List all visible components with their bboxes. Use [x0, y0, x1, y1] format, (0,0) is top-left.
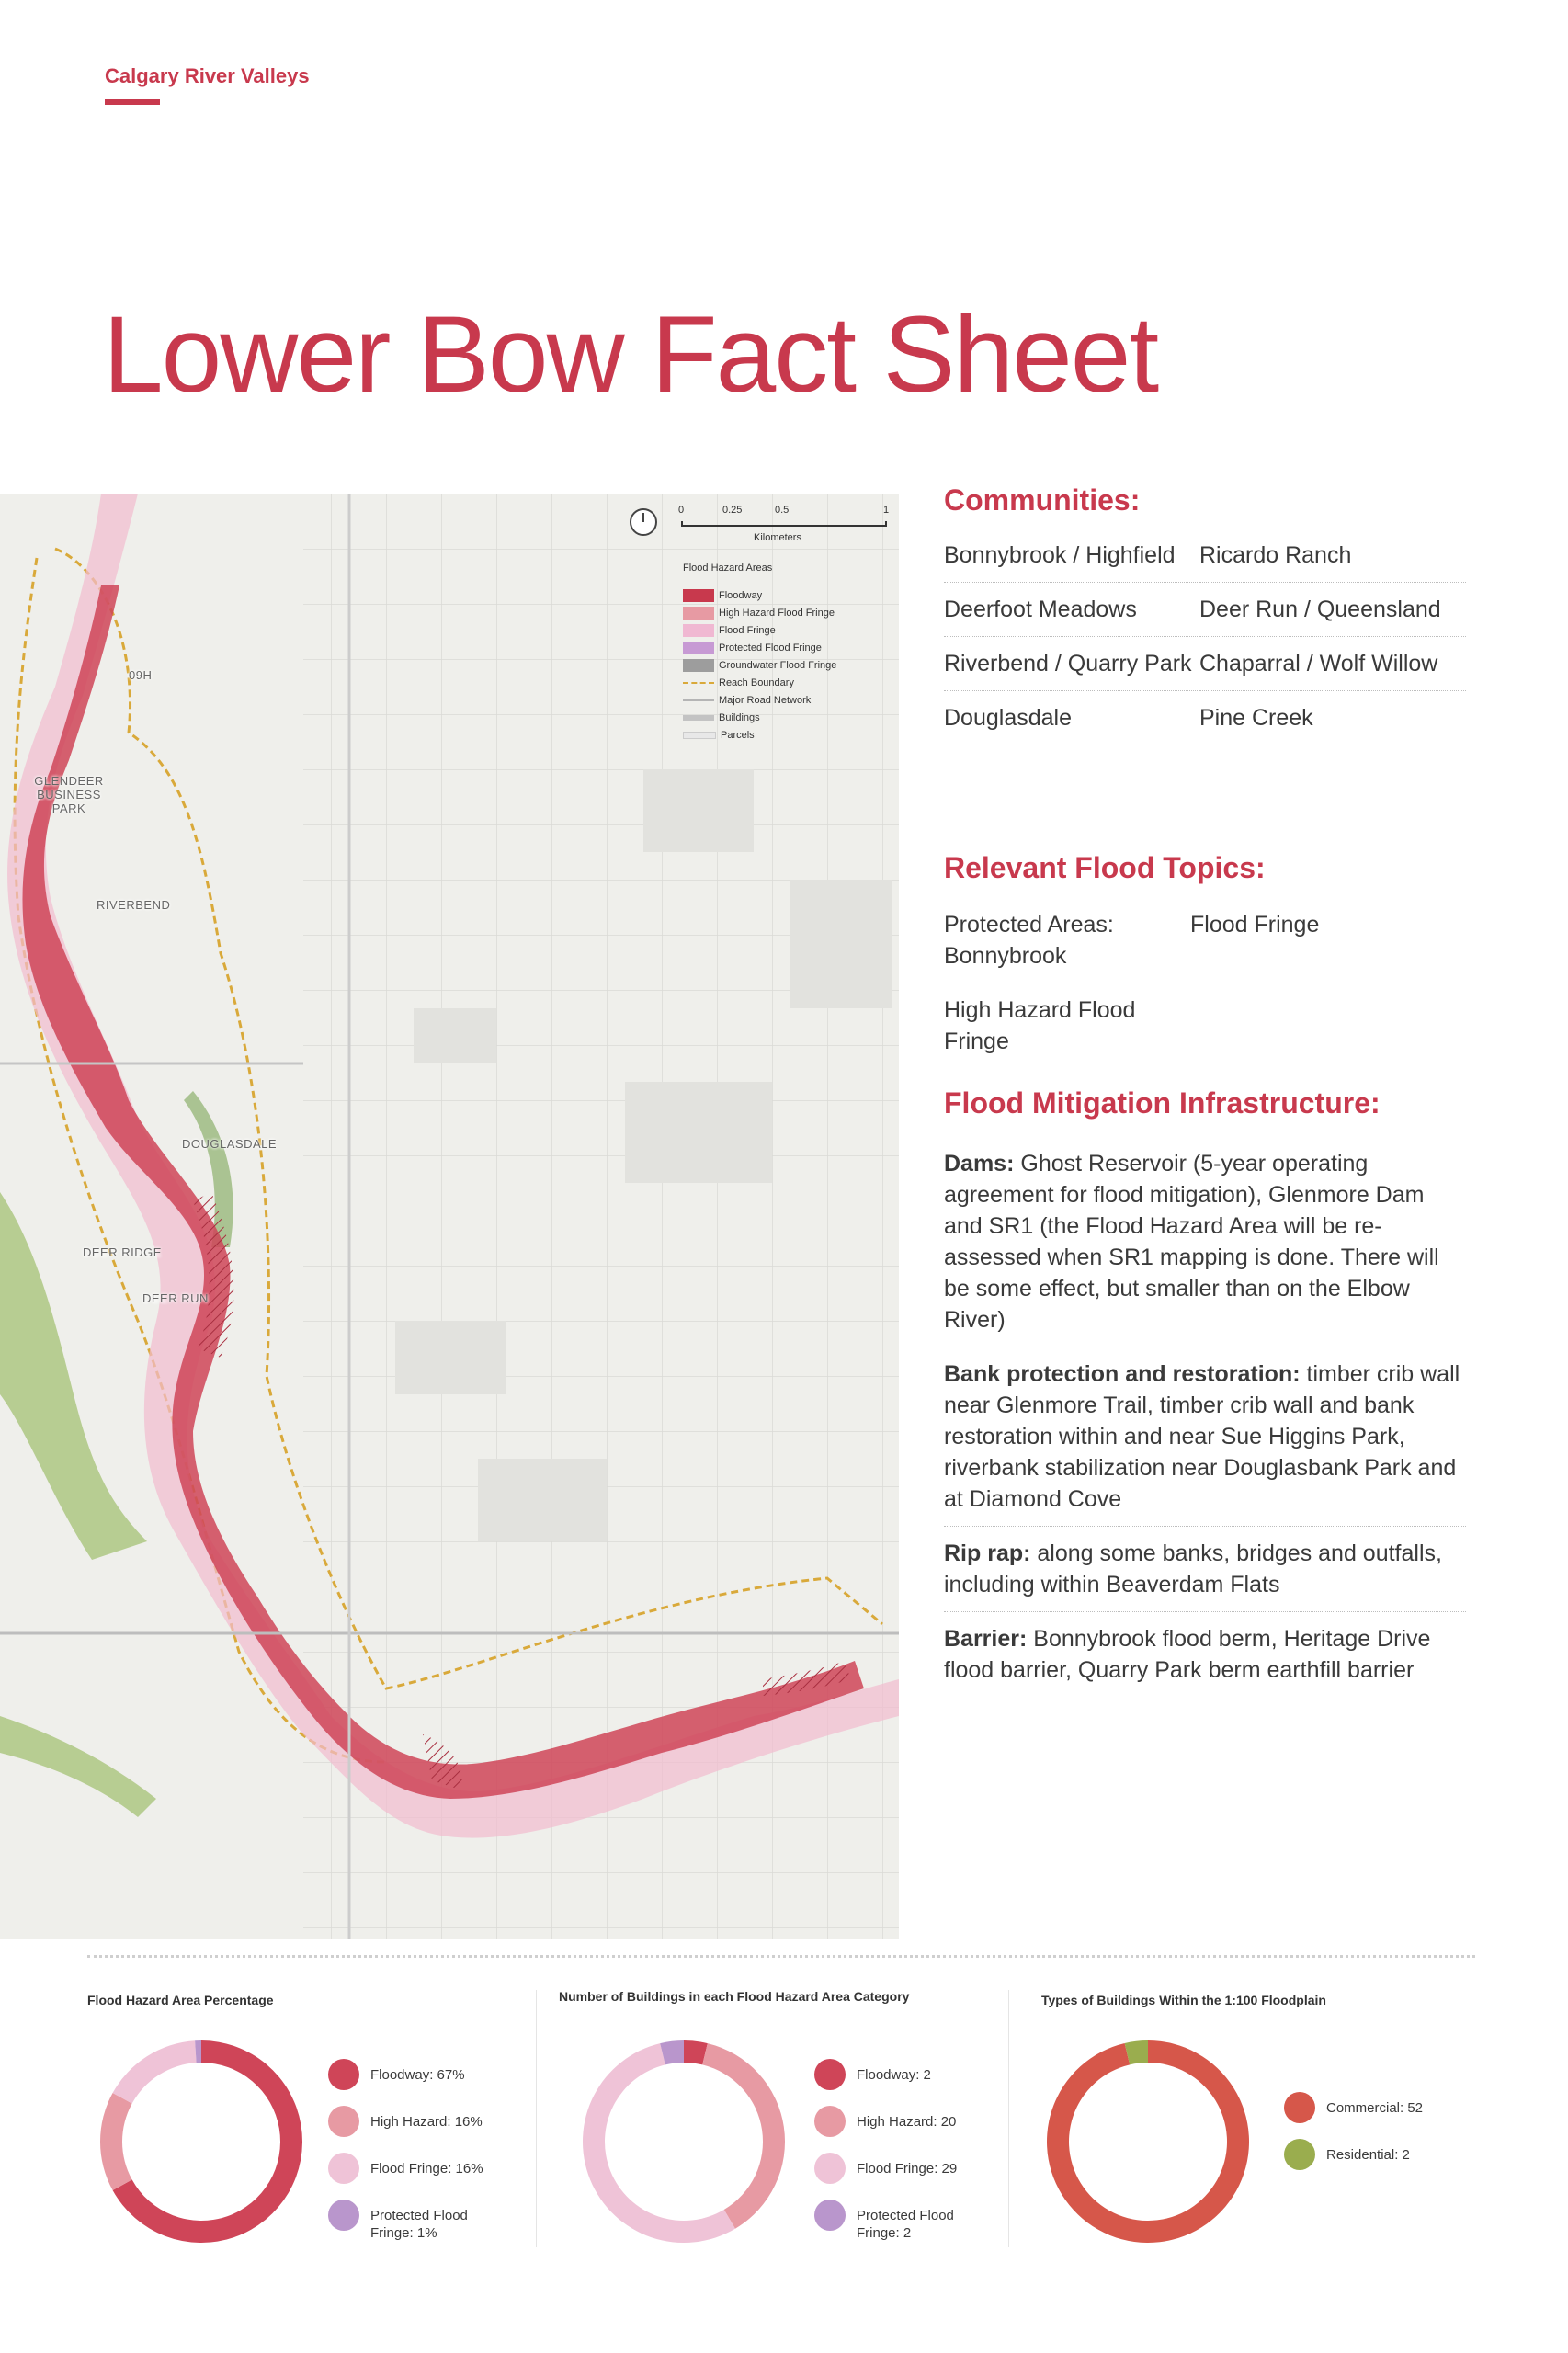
legend-label: Buildings [719, 711, 760, 723]
legend-dot [328, 2200, 359, 2231]
donut-slice-flood-fringe [113, 2040, 197, 2103]
scale-tick: 0.5 [775, 505, 790, 516]
community-item: Ricardo Ranch [1199, 529, 1466, 583]
communities-list [944, 529, 1466, 745]
legend-dot [1284, 2139, 1315, 2170]
infra-text: Ghost Reservoir (5-year operating agreement for flood mitigation), Glenmore Dam and SR1 (the Flood Hazard Area will be re-assessed when SR1 mapping is done. There will be some effect, but smaller than on the Elbow River) [944, 1151, 1439, 1333]
map-label-douglasdale: DOUGLASDALE [182, 1137, 278, 1151]
legend-label: Floodway [719, 589, 763, 601]
legend-label: Major Road Network [719, 694, 812, 706]
infra-label: Dams: [944, 1151, 1015, 1176]
community-item: Deerfoot Meadows [944, 583, 1199, 637]
legend-swatch [683, 659, 714, 672]
legend-dot [328, 2106, 359, 2137]
map-label-riverbend: RIVERBEND [97, 898, 171, 912]
legend-dot [814, 2059, 846, 2090]
legend-title: Flood Hazard Areas [683, 563, 773, 574]
legend-swatch [683, 715, 714, 721]
infra-text: timber crib wall near Glenmore Trail, timber crib wall and bank restoration within and near Sue Higgins Park, riverbank stabilization near Douglasbank Park and at Diamond Cove [944, 1361, 1460, 1512]
legend-label: Residential: 2 [1326, 2147, 1410, 2163]
legend-label: Flood Fringe: 16% [370, 2161, 483, 2177]
chart-title: Types of Buildings Within the 1:100 Floodplain [1041, 1993, 1326, 2007]
community-item: Chaparral / Wolf Willow [1199, 637, 1466, 691]
flood-map [0, 494, 899, 1939]
topics-heading: Relevant Flood Topics: [944, 851, 1266, 884]
infra-text: along some banks, bridges and outfalls, including within Beaverdam Flats [944, 1540, 1442, 1597]
legend-dot [814, 2153, 846, 2184]
donut-chart [95, 2035, 308, 2248]
infra-item-riprap [944, 1527, 1466, 1612]
donut-slice-commercial [1047, 2040, 1249, 2243]
scale-tick: 0.25 [722, 505, 743, 516]
legend-swatch [683, 589, 714, 602]
panel-separator [536, 1990, 537, 2247]
map-label-09h: 09H [129, 668, 153, 682]
donut-chart [1041, 2035, 1255, 2248]
legend-swatch [683, 624, 714, 637]
map-scale [630, 494, 899, 567]
topic-item: Flood Fringe [1190, 898, 1466, 983]
infra-label: Bank protection and restoration: [944, 1361, 1301, 1387]
legend-dot [814, 2106, 846, 2137]
communities-heading: Communities: [944, 483, 1141, 517]
legend-label: Groundwater Flood Fringe [719, 659, 837, 671]
legend-label: Floodway: 2 [857, 2067, 931, 2083]
donut-slice-high-hazard [100, 2093, 132, 2190]
legend-dot [814, 2200, 846, 2231]
infrastructure-heading: Flood Mitigation Infrastructure: [944, 1086, 1381, 1120]
chart-legend [814, 2059, 985, 2257]
topics-section [944, 851, 1466, 1068]
infra-label: Barrier: [944, 1626, 1028, 1652]
legend-swatch [683, 642, 714, 654]
scale-tick: 0 [678, 505, 685, 516]
legend-label: Protected Flood Fringe: 1% [370, 2208, 468, 2241]
topic-item-empty [1190, 983, 1466, 1068]
header-rule [105, 99, 160, 105]
chart-title: Flood Hazard Area Percentage [87, 1993, 274, 2007]
donut-chart [577, 2035, 790, 2248]
header-label: Calgary River Valleys [105, 64, 310, 87]
legend-label: High Hazard: 20 [857, 2114, 957, 2130]
community-item: Riverbend / Quarry Park [944, 637, 1199, 691]
legend-label: Flood Fringe: 29 [857, 2161, 958, 2177]
scale-tick: 1 [883, 505, 890, 516]
charts-divider [87, 1955, 1475, 1958]
map-label-deer-ridge: DEER RIDGE [83, 1245, 162, 1259]
legend-label: Parcels [721, 729, 755, 741]
legend-label: Reach Boundary [719, 676, 794, 688]
topic-item: Protected Areas: Bonnybrook [944, 898, 1190, 983]
legend-label: High Hazard Flood Fringe [719, 607, 835, 619]
chart-panel-buildings-count [559, 1985, 1000, 2261]
infra-item-bank [944, 1347, 1466, 1527]
legend-swatch [683, 607, 714, 620]
legend-label: Protected Flood Fringe: 2 [857, 2208, 954, 2241]
legend-swatch [683, 699, 714, 701]
topic-item: High Hazard Flood Fringe [944, 997, 1136, 1054]
infra-label: Rip rap: [944, 1540, 1031, 1566]
community-item: Deer Run / Queensland [1199, 583, 1466, 637]
legend-dot [328, 2153, 359, 2184]
donut-slice-high-hazard [702, 2043, 785, 2229]
panel-separator [1008, 1990, 1009, 2247]
donut-slice-flood-fringe [583, 2043, 735, 2243]
infrastructure-section [944, 1086, 1466, 1697]
scale-unit: Kilometers [754, 532, 801, 543]
topics-list [944, 898, 1466, 1068]
legend-label: Floodway: 67% [370, 2067, 465, 2083]
legend-swatch [683, 682, 714, 684]
map-label-glendeer: GLENDEER BUSINESS PARK [34, 774, 104, 815]
community-item: Bonnybrook / Highfield [944, 529, 1199, 583]
chart-legend [328, 2059, 499, 2257]
page-title: Lower Bow Fact Sheet [103, 294, 1158, 415]
legend-label: High Hazard: 16% [370, 2114, 483, 2130]
chart-legend [1284, 2092, 1423, 2186]
map-legend [683, 563, 885, 744]
infra-item-barrier [944, 1612, 1466, 1697]
community-item: Douglasdale [944, 691, 1199, 745]
legend-swatch [683, 732, 716, 739]
north-arrow-icon [630, 508, 657, 536]
communities-section [944, 483, 1466, 745]
chart-title: Number of Buildings in each Flood Hazard Area Category [559, 1989, 910, 2004]
chart-panel-area-percentage [87, 1985, 528, 2261]
legend-label: Commercial: 52 [1326, 2100, 1424, 2116]
legend-dot [328, 2059, 359, 2090]
legend-dot [1284, 2092, 1315, 2123]
community-item: Pine Creek [1199, 691, 1466, 745]
legend-label: Flood Fringe [719, 624, 776, 636]
infra-item-dams [944, 1137, 1466, 1347]
chart-panel-building-types [1041, 1985, 1473, 2261]
legend-label: Protected Flood Fringe [719, 642, 822, 654]
map-label-deer-run: DEER RUN [142, 1291, 209, 1305]
infra-text: Bonnybrook flood berm, Heritage Drive flood barrier, Quarry Park berm earthfill barrier [944, 1626, 1431, 1683]
scale-bar [681, 521, 887, 527]
